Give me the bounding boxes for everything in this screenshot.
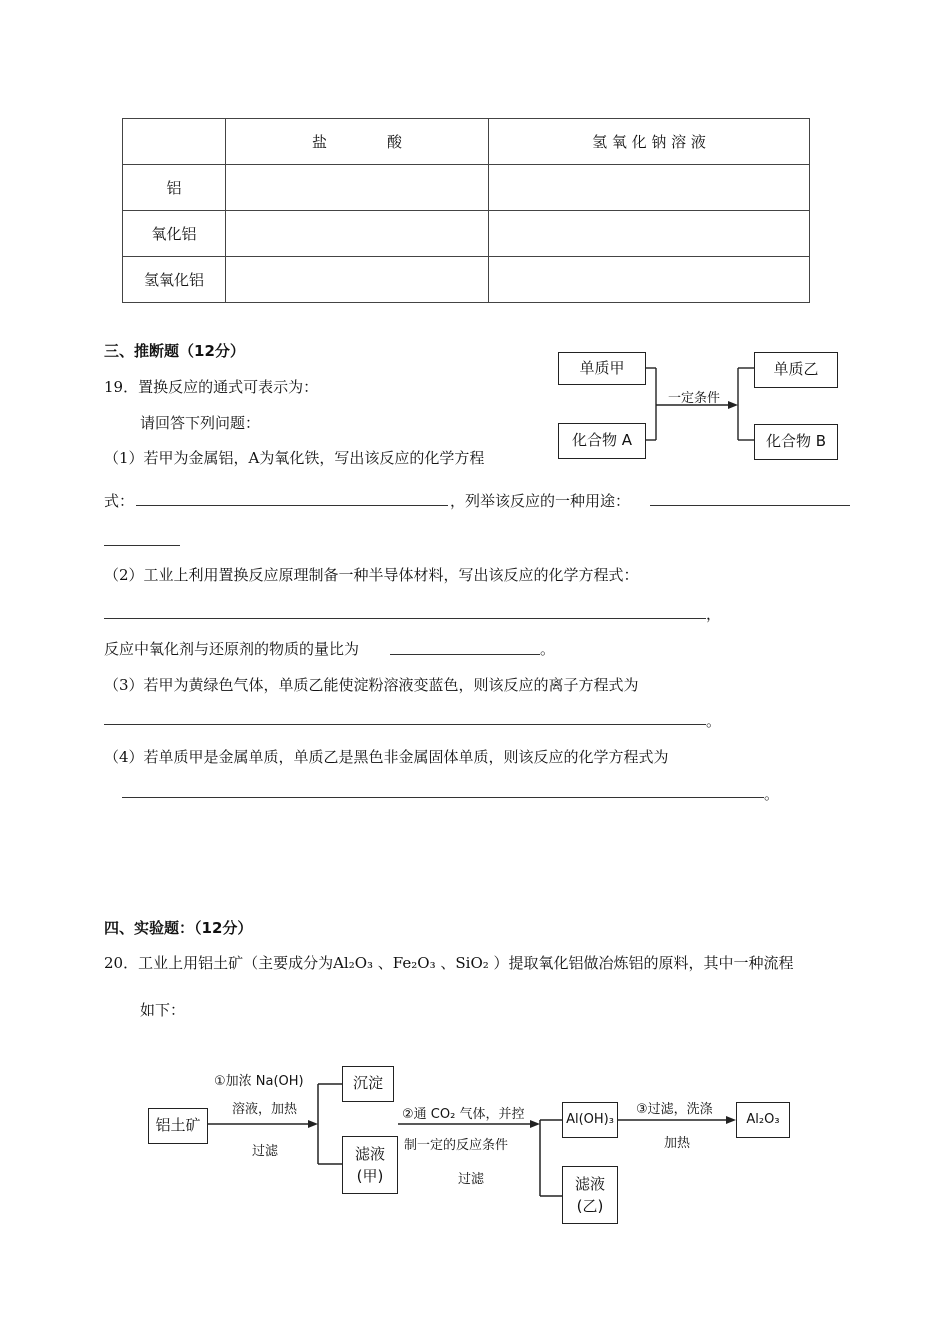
question-text: （3）若甲为黄绿色气体，单质乙能使淀粉溶液变蓝色，则该反应的离子方程式为 [104,676,639,694]
flow-box-filtrate-a [342,1136,398,1194]
table-row-label: 氢氧化铝 [123,257,226,303]
flow-step1-label: 溶液，加热 [232,1102,298,1117]
table-row-label: 铝 [123,165,226,211]
flow-step1-label: 过滤 [252,1144,279,1159]
reaction-table [122,118,810,303]
table-header-row [123,119,810,165]
flow-box-filtrate-b-line1: 滤液 [574,1175,605,1193]
answer-cell[interactable] [489,257,810,303]
answer-blank[interactable] [650,505,850,506]
flow-box-filtrate-a-line1: 滤液 [354,1145,385,1163]
answer-cell[interactable] [489,165,810,211]
answer-blank[interactable] [104,545,180,546]
section-heading: 四、实验题：（12分） [104,919,253,937]
question-text: 反应中氧化剂与还原剂的物质的量比为 [104,640,360,658]
flow-box-aluminum-hydroxide: Al(OH)₃ [562,1102,618,1138]
question-text: （2）工业上利用置换反应原理制备一种半导体材料，写出该反应的化学方程式： [104,566,639,584]
question-text: ，列举该反应的一种用途： [450,492,631,510]
question-text: 式： [104,492,135,510]
question-text: 如下： [140,1001,186,1019]
flow-box-filtrate-b-line2: (乙) [576,1197,604,1215]
question-text: 20．工业上用铝土矿（主要成分为Al₂O₃ 、Fe₂O₃ 、SiO₂ ）提取氧化铝做冶炼铝的原料，其中一种流程 [104,954,794,972]
question-text: （4）若单质甲是金属单质，单质乙是黑色非金属固体单质，则该反应的化学方程式为 [104,748,669,766]
answer-cell[interactable] [226,257,489,303]
answer-blank[interactable] [104,724,706,725]
diagram-box-element-b: 单质乙 [754,352,838,388]
table-row [123,257,810,303]
flow-step2-label: ②通 CO₂ 气体，并控 [402,1107,525,1122]
diagram-box-compound-b: 化合物 B [754,424,838,460]
table-header-cell: 盐 酸 [226,119,489,165]
question-text: 19．置换反应的通式可表示为： [104,378,319,396]
answer-cell[interactable] [226,211,489,257]
flow-step3-label: 加热 [664,1136,691,1151]
flow-box-precipitate: 沉淀 [342,1066,394,1102]
punctuation: 。 [706,712,722,730]
flow-step3-label: ③过滤，洗涤 [636,1102,713,1117]
question-text: 请回答下列问题： [140,414,261,432]
answer-blank[interactable] [104,618,706,619]
diagram-box-element-a: 单质甲 [558,352,646,385]
punctuation: 。 [764,785,780,803]
answer-cell[interactable] [226,165,489,211]
answer-blank[interactable] [390,654,540,655]
section-heading: 三、推断题（12分） [104,342,245,360]
punctuation: ， [706,605,722,623]
table-row [123,165,810,211]
diagram-box-compound-a: 化合物 A [558,423,646,459]
table-header-cell [123,119,226,165]
flow-box-filtrate-a-line2: (甲) [356,1167,384,1185]
diagram-condition-label: 一定条件 [668,391,721,406]
table-row-label: 氧化铝 [123,211,226,257]
flow-box-filtrate-b [562,1166,618,1224]
question-text: （1）若甲为金属铝，A为氧化铁，写出该反应的化学方程 [104,449,485,467]
punctuation: 。 [540,640,556,658]
table-row [123,211,810,257]
flow-box-alumina: Al₂O₃ [736,1102,790,1138]
table-header-cell: 氢 氧 化 钠 溶 液 [489,119,810,165]
flow-step1-label: ①加浓 Na(OH) [214,1074,304,1089]
flow-box-bauxite: 铝土矿 [148,1108,208,1144]
flow-step2-label: 制一定的反应条件 [404,1138,509,1153]
answer-blank[interactable] [122,797,764,798]
flow-step2-label: 过滤 [458,1172,485,1187]
answer-cell[interactable] [489,211,810,257]
answer-blank[interactable] [136,505,448,506]
